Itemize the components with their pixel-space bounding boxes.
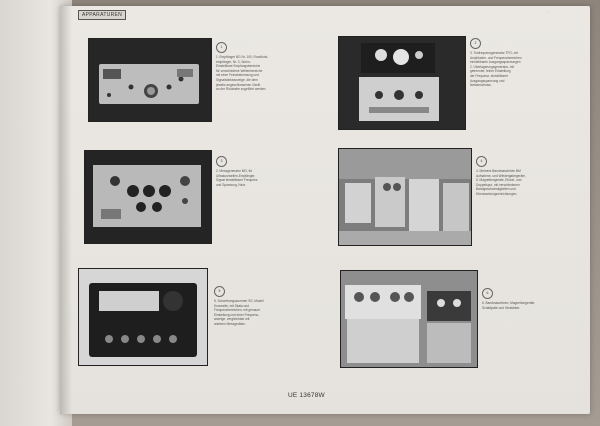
tape-console-illustration [341, 271, 477, 367]
caption-number-4: 4 [476, 156, 487, 167]
page-fold-shadow [60, 6, 72, 414]
equipment-photo-1 [88, 38, 212, 122]
measurement-generator-illustration [85, 151, 211, 243]
equipment-photo-4 [338, 148, 472, 246]
caption-number-2: 2 [470, 38, 481, 49]
footer-code: UE 13678W [288, 392, 325, 399]
generator-illustration [339, 37, 465, 129]
caption-number-5: 5 [214, 286, 225, 297]
equipment-photo-6 [340, 270, 478, 368]
caption-number-1: 1 [216, 42, 227, 53]
page-mark: . [548, 8, 550, 13]
tape-room-illustration [339, 149, 471, 245]
caption-4: 4 4. Mehrere Bandmaschinen BM Aufnahme- und Wiedergabegeräte, 5. Magnettongeräte, Einzel- und Doppelspur, mit verschiedenen Bandgeschwindigkeiten und Überwachungseinrichtungen. [476, 156, 568, 197]
caption-6: 6 6. Bandmaschinen, Magnettongeräte, Schaltpulte und Verstärker. [482, 288, 574, 310]
caption-number-3: 3 [216, 156, 227, 167]
caption-3: 3 2. Messgenerator MG, für Ultrakurzwellen-Empfänger, Signal einstellbarer Frequenz und Spannung, Netz. [216, 156, 308, 187]
equipment-photo-5 [78, 268, 208, 366]
section-label: APPARATUREN [78, 10, 126, 20]
equipment-photo-2 [338, 36, 466, 130]
receiver-illustration [89, 39, 211, 121]
equipment-photo-3 [84, 150, 212, 244]
caption-5: 5 5. Schwebungssummer SS, Modell Kurzwelle, mit Skala und Frequenzbereichen, mit genauer Einstellung und einer Frequenz- anzeige, vergleichbar mit anderen Messgeräten. [214, 286, 306, 327]
caption-number-6: 6 [482, 288, 493, 299]
caption-2: 2 3. Tonfrequenzgenerator TFG, mit Amplituden- und Frequenzbereichen einstellbaren Ausgangsspannungen 2. Überlagerungsgenerator, mit getrennter, feiner Einstellung der Frequenz, einstellbarer Ausgangsspannung und Netzanschluss. [470, 38, 562, 88]
shortwave-receiver-illustration [79, 269, 207, 365]
caption-1: 1 1. Empfänger BG Nr. 100, Rundfunk- empfänger, Nr. 3, Wohn- Einstellbare Empfangsbereiche für verschiedene Wellenbereiche mit einer Feinabstimmung und Signalstärkeanzeige, die dem jeweils angeschlossenen Gerät an der Rückseite zugeführt werden. [216, 42, 308, 92]
